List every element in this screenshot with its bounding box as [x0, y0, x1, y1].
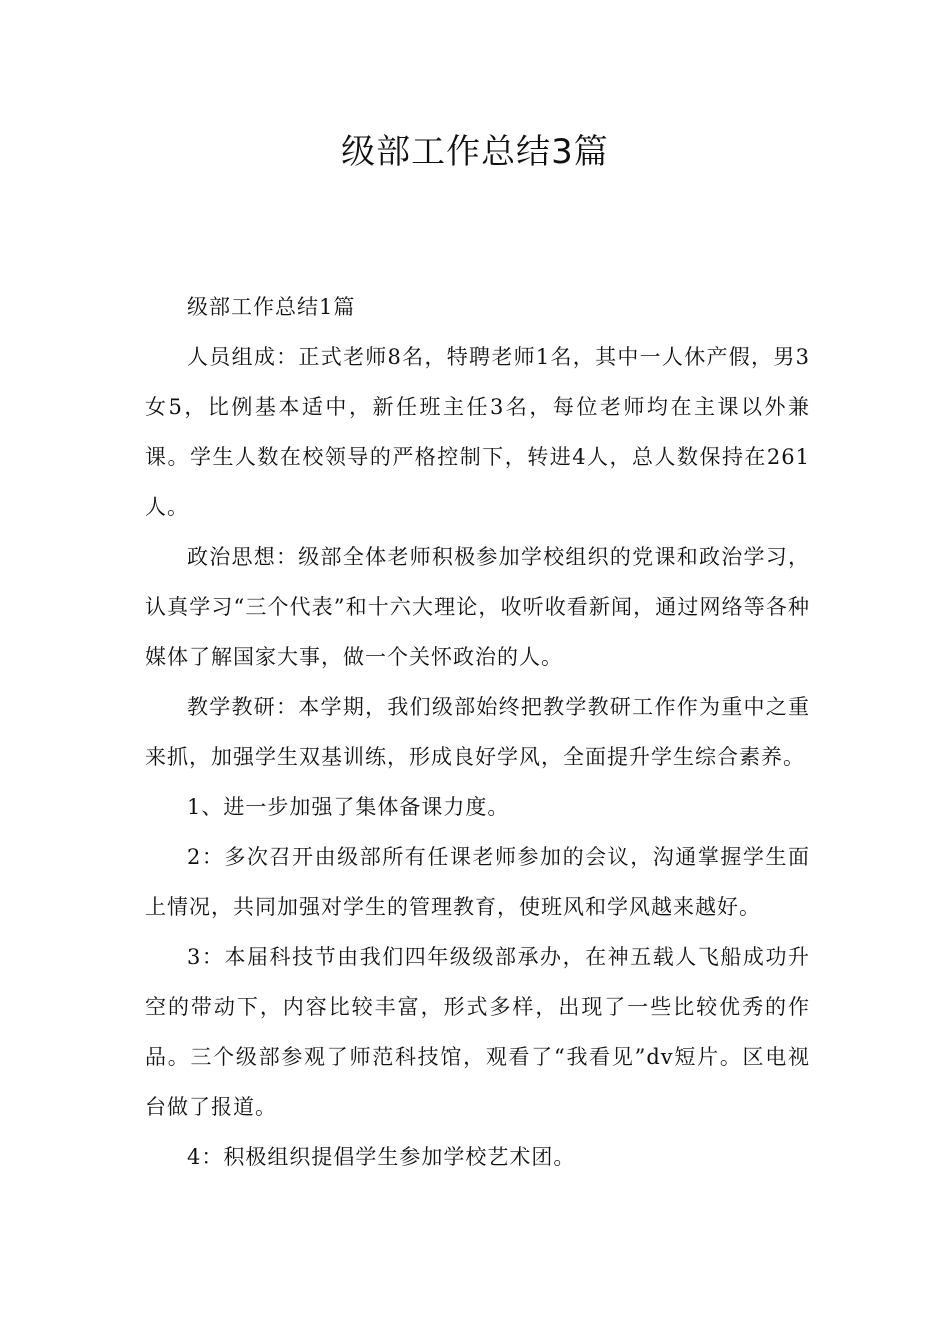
list-item-2: 2：多次召开由级部所有任课老师参加的会议，沟通掌握学生面上情况，共同加强对学生的管理教育，使班风和学风越来越好。 [145, 845, 810, 919]
list-item-1: 1、进一步加强了集体备课力度。 [187, 795, 510, 819]
paragraph-staff: 人员组成：正式老师8名，特聘老师1名，其中一人休产假，男3女5，比例基本适中，新任班主任3名，每位老师均在主课以外兼课。学生人数在校领导的严格控制下，转进4人，总人数保持在261人。 [145, 345, 810, 519]
section-heading: 级部工作总结1篇 [187, 295, 356, 319]
document-title: 级部工作总结3篇 [341, 132, 609, 172]
paragraph-politics: 政治思想：级部全体老师积极参加学校组织的党课和政治学习，认真学习“三个代表”和十六大理论，收听收看新闻，通过网络等各种媒体了解国家大事，做一个关怀政治的人。 [145, 545, 810, 669]
list-item-3: 3：本届科技节由我们四年级级部承办，在神五载人飞船成功升空的带动下，内容比较丰富，形式多样，出现了一些比较优秀的作品。三个级部参观了师范科技馆，观看了“我看见”dv短片。区电视台做了报道。 [145, 945, 810, 1119]
document-body [145, 282, 810, 1182]
list-item-4: 4：积极组织提倡学生参加学校艺术团。 [187, 1145, 576, 1169]
paragraph-teaching: 教学教研：本学期，我们级部始终把教学教研工作作为重中之重来抓，加强学生双基训练，形成良好学风，全面提升学生综合素养。 [145, 695, 810, 769]
